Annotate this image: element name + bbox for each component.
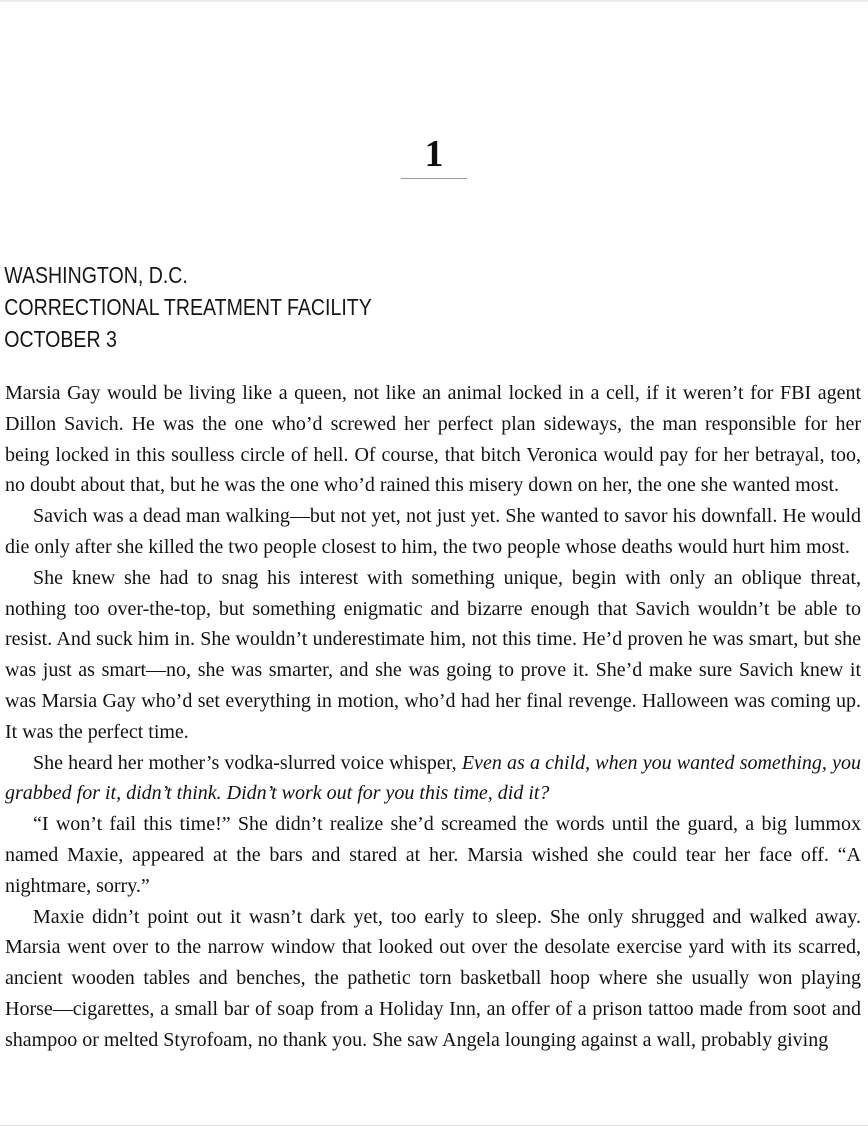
scene-header-location: WASHINGTON, D.C. <box>4 262 188 288</box>
paragraph-4-italic-quote: Even as a child, when you wanted something, you grabbed for it, didn’t think. Didn’t work out for you this time, did it? <box>5 751 861 805</box>
paragraph-2: Savich was a dead man walking—but not yet, not just yet. She wanted to savor his downfall. He would die only after she killed the two people closest to him, the two people whose deaths would hurt him most. <box>5 505 861 558</box>
paragraph-4-narration: She heard her mother’s vodka-slurred voice whisper, <box>33 751 462 774</box>
paragraph-5: “I won’t fail this time!” She didn’t realize she’d screamed the words until the guard, a big lummox named Maxie, appeared at the bars and stared at her. Marsia wished she could tear her face off. “A nightmare, sorry.” <box>5 813 861 897</box>
paragraph-6: Maxie didn’t point out it wasn’t dark yet, too early to sleep. She only shrugged and walked away. Marsia went over to the narrow window that looked out over the desolate exercise yard with its scarred, ancient wooden tables and benches, the pathetic torn basketball hoop where she usually won playing Horse—cigarettes, a small bar of soap from a Holiday Inn, an offer of a prison tattoo made from soot and shampoo or melted Styrofoam, no thank you. She saw Angela lounging against a wall, probably giving <box>5 905 861 1051</box>
scene-header-date: OCTOBER 3 <box>4 326 117 352</box>
paragraph-4 <box>5 748 861 810</box>
scene-header-facility: CORRECTIONAL TREATMENT FACILITY <box>4 294 372 320</box>
chapter-number: 1 <box>424 133 444 175</box>
paragraph-1: Marsia Gay would be living like a queen, not like an animal locked in a cell, if it weren’t for FBI agent Dillon Savich. He was the one who’d screwed her perfect plan sideways, the man responsible for her being locked in this soulless circle of hell. Of course, that bitch Veronica would pay for her betrayal, too, no doubt about that, but he was the one who’d rained this misery down on her, the one she wanted most. <box>5 382 861 497</box>
paragraph-3: She knew she had to snag his interest with something unique, begin with only an oblique threat, nothing too over-the-top, but something enigmatic and bizarre enough that Savich wouldn’t be able to resist. And suck him in. She wouldn’t underestimate him, not this time. He’d proven he was smart, but she was just as smart—no, she was smarter, and she was going to prove it. She’d make sure Savich knew it was Marsia Gay who’d set everything in motion, who’d had her final revenge. Halloween was coming up. It was the perfect time. <box>5 566 861 743</box>
scene-header <box>0 259 738 355</box>
body-text <box>0 378 868 1056</box>
chapter-divider-rule <box>401 178 467 179</box>
